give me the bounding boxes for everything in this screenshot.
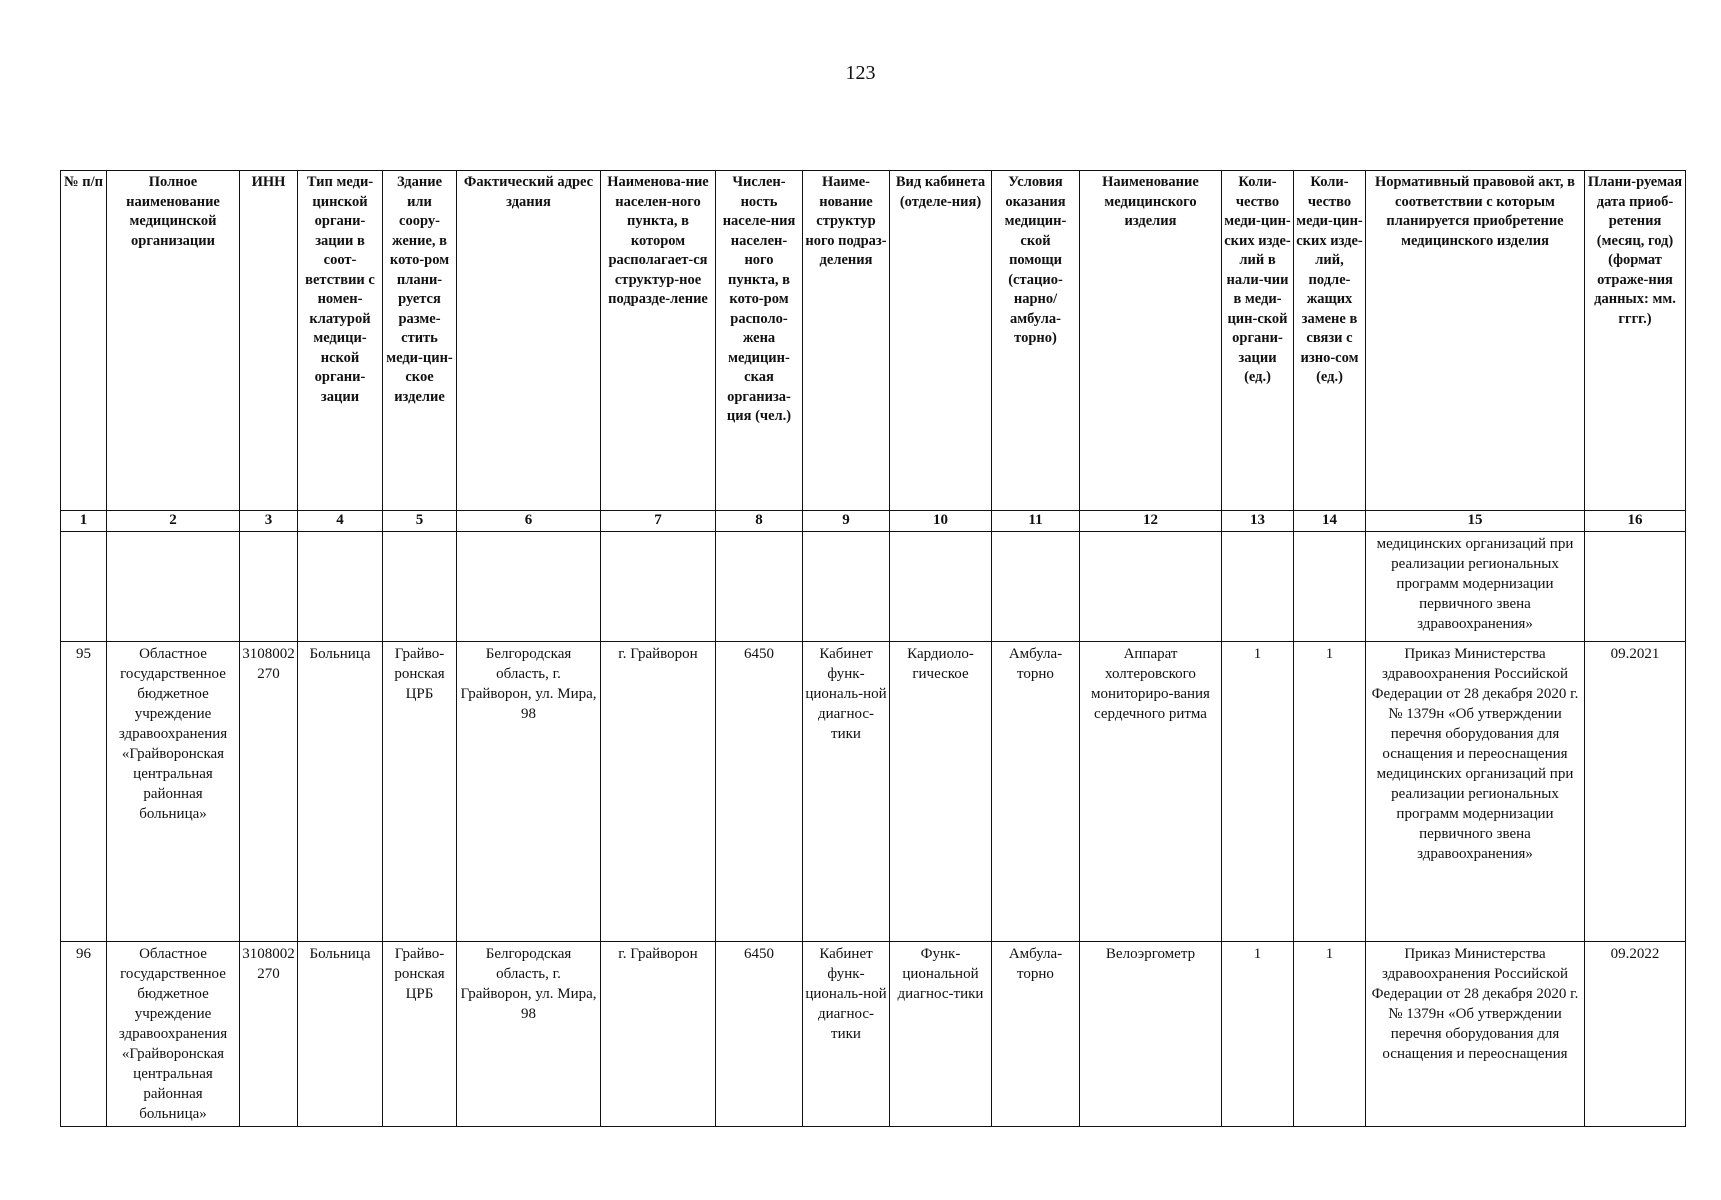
organization-name: Областное государственное бюджетное учреждение здравоохранения «Грайворонская центральная районная больница» <box>107 942 240 1127</box>
header-cell: Коли-чество меди-цин-ских изде-лий, подле-жащих замене в связи с изно-сом (ед.) <box>1294 171 1366 511</box>
row-number: 96 <box>61 942 107 1127</box>
legal-act-continuation: медицинских организаций при реализации региональных программ модернизации первичного звена здравоохранения» <box>1366 532 1585 642</box>
page-number: 123 <box>845 62 876 84</box>
column-number: 11 <box>992 511 1080 532</box>
header-cell: Здание или соору-жение, в кото-ром плани-руется разме-стить меди-цин-ское изделие <box>383 171 457 511</box>
table-row <box>61 942 1686 1127</box>
column-number: 6 <box>457 511 601 532</box>
quantity-available: 1 <box>1222 942 1294 1127</box>
column-number: 8 <box>716 511 803 532</box>
legal-act: Приказ Министерства здравоохранения Российской Федерации от 28 декабря 2020 г. № 1379н «Об утверждении перечня оборудования для оснащения и переоснащения <box>1366 942 1585 1127</box>
locality: г. Грайворон <box>601 642 716 942</box>
planned-date: 09.2022 <box>1585 942 1686 1127</box>
address: Белгородская область, г. Грайворон, ул. Мира, 98 <box>457 942 601 1127</box>
column-number: 16 <box>1585 511 1686 532</box>
column-number: 3 <box>240 511 298 532</box>
column-number: 4 <box>298 511 383 532</box>
device-name: Аппарат холтеровского мониториро-вания сердечного ритма <box>1080 642 1222 942</box>
column-number: 7 <box>601 511 716 532</box>
organization-name: Областное государственное бюджетное учреждение здравоохранения «Грайворонская центральная районная больница» <box>107 642 240 942</box>
structural-unit: Кабинет функ-циональ-ной диагнос-тики <box>803 942 890 1127</box>
column-number: 10 <box>890 511 992 532</box>
building: Грайво-ронская ЦРБ <box>383 942 457 1127</box>
column-number: 2 <box>107 511 240 532</box>
care-conditions: Амбула-торно <box>992 942 1080 1127</box>
header-cell: Наименова-ние населен-ного пункта, в котором располагает-ся структур-ное подразде-ление <box>601 171 716 511</box>
column-number: 15 <box>1366 511 1585 532</box>
care-conditions: Амбула-торно <box>992 642 1080 942</box>
quantity-available: 1 <box>1222 642 1294 942</box>
header-cell: Наиме-нование структур ного подраз-деления <box>803 171 890 511</box>
header-cell: Коли-чество меди-цин-ских изде-лий в нали-чии в меди-цин-ской органи-зации (ед.) <box>1222 171 1294 511</box>
header-cell: Условия оказания медицин-ской помощи (стацио-нарно/ амбула-торно) <box>992 171 1080 511</box>
header-cell: Нормативный правовой акт, в соответствии с которым планируется приобретение медицинского изделия <box>1366 171 1585 511</box>
inn: 3108002270 <box>240 642 298 942</box>
table-row <box>61 642 1686 942</box>
column-number: 14 <box>1294 511 1366 532</box>
header-cell: Плани-руемая дата приоб-ретения (месяц, год) (формат отраже-ния данных: мм. гггг.) <box>1585 171 1686 511</box>
address: Белгородская область, г. Грайворон, ул. Мира, 98 <box>457 642 601 942</box>
planned-date: 09.2021 <box>1585 642 1686 942</box>
column-number: 5 <box>383 511 457 532</box>
column-number: 12 <box>1080 511 1222 532</box>
row-number: 95 <box>61 642 107 942</box>
table-header-row <box>61 171 1686 511</box>
header-cell: Тип меди-цинской органи-зации в соот-ветствии с номен-клатурой медици-нской органи-зации <box>298 171 383 511</box>
header-cell: № п/п <box>61 171 107 511</box>
cabinet-type: Кардиоло-гическое <box>890 642 992 942</box>
quantity-to-replace: 1 <box>1294 942 1366 1127</box>
header-cell: Фактический адрес здания <box>457 171 601 511</box>
population: 6450 <box>716 642 803 942</box>
device-name: Велоэргометр <box>1080 942 1222 1127</box>
header-cell: Наименование медицинского изделия <box>1080 171 1222 511</box>
header-cell: ИНН <box>240 171 298 511</box>
locality: г. Грайворон <box>601 942 716 1127</box>
cabinet-type: Функ-циональной диагнос-тики <box>890 942 992 1127</box>
organization-type: Больница <box>298 942 383 1127</box>
column-number: 9 <box>803 511 890 532</box>
medical-equipment-table <box>60 170 1686 1127</box>
column-number: 13 <box>1222 511 1294 532</box>
header-cell: Числен-ность населе-ния населен-ного пункта, в кото-ром располо-жена медицин-ская организа-ция (чел.) <box>716 171 803 511</box>
header-cell: Полное наименование медицинской организации <box>107 171 240 511</box>
column-number: 1 <box>61 511 107 532</box>
building: Грайво-ронская ЦРБ <box>383 642 457 942</box>
quantity-to-replace: 1 <box>1294 642 1366 942</box>
structural-unit: Кабинет функ-циональ-ной диагнос-тики <box>803 642 890 942</box>
header-cell: Вид кабинета (отделе-ния) <box>890 171 992 511</box>
inn: 3108002270 <box>240 942 298 1127</box>
population: 6450 <box>716 942 803 1127</box>
legal-act: Приказ Министерства здравоохранения Российской Федерации от 28 декабря 2020 г. № 1379н «Об утверждении перечня оборудования для оснащения и переоснащения медицинских организаций при реализации региональных программ модернизации первичного звена здравоохранения» <box>1366 642 1585 942</box>
column-number-row <box>61 511 1686 532</box>
continuation-row <box>61 532 1686 642</box>
organization-type: Больница <box>298 642 383 942</box>
